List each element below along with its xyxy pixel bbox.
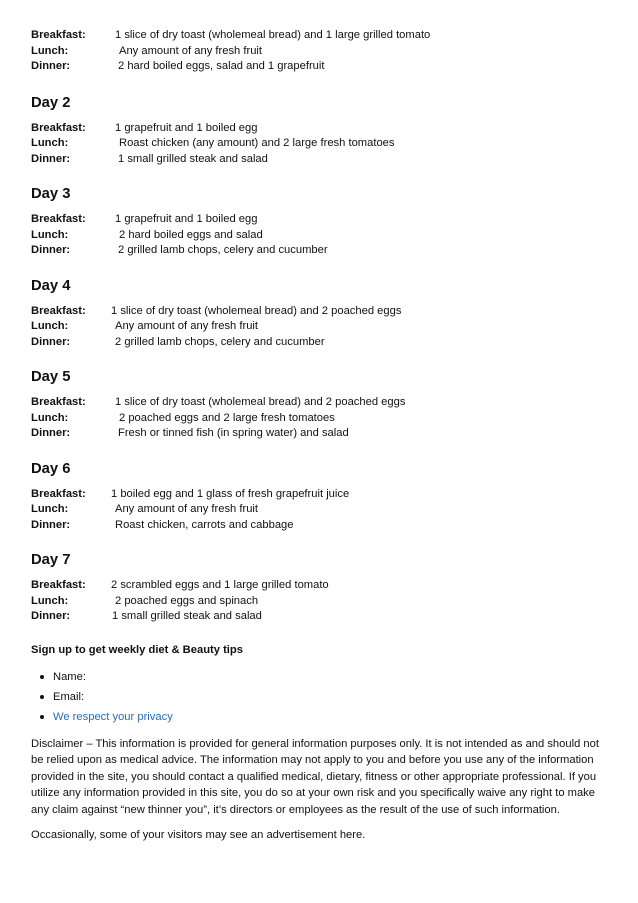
- meal-text: 2 scrambled eggs and 1 large grilled tomato: [111, 579, 329, 591]
- meal-label: Lunch:: [31, 137, 69, 149]
- signup-title: Sign up to get weekly diet & Beauty tips: [31, 643, 243, 656]
- meal-label: Lunch:: [31, 228, 69, 241]
- meal-label: Dinner:: [31, 335, 71, 348]
- meal-row-breakfast: [31, 304, 611, 320]
- meal-row-dinner: [31, 426, 611, 442]
- meal-label: Lunch:: [31, 503, 69, 515]
- meal-row-dinner: [31, 152, 611, 168]
- meal-row-lunch: [31, 136, 611, 152]
- disclaimer-paragraph: Disclaimer – This information is provided for general information purposes only. It is not intended as and should not be relied upon as medical advice. The information may not apply to you and before you use any of the information provided in the site, you should contact a qualified medical, dietary, fitness or other appropriate professional. If you utilize any information provided in this site, you do so at your own risk and you specifically waive any right to make any claim against “new thinner you”, it’s directors or employees as the result of the use of such information.: [31, 737, 599, 816]
- meal-row-dinner: [31, 59, 611, 75]
- ad-notice: Occasionally, some of your visitors may see an advertisement here.: [31, 829, 366, 842]
- meal-label: Dinner:: [31, 244, 71, 256]
- meal-row-breakfast: [31, 212, 611, 228]
- meal-text: 2 hard boiled eggs and salad: [119, 228, 263, 241]
- meal-row-breakfast: [31, 28, 611, 44]
- meal-row-lunch: [31, 228, 611, 244]
- meal-label: Lunch:: [31, 411, 69, 424]
- day-block-2: [31, 94, 611, 168]
- name-field-label: [31, 670, 611, 690]
- meal-text: Roast chicken, carrots and cabbage: [115, 518, 294, 531]
- email-field-label: [31, 690, 611, 710]
- meal-label: Lunch:: [31, 44, 69, 57]
- meal-text: 1 grapefruit and 1 boiled egg: [115, 121, 258, 134]
- day-heading: Day 4: [31, 277, 71, 294]
- meal-text: 2 grilled lamb chops, celery and cucumber: [118, 244, 328, 256]
- meal-row-breakfast: [31, 121, 611, 137]
- meal-row-dinner: [31, 518, 611, 534]
- meal-row-breakfast: [31, 395, 611, 411]
- meal-row-lunch: [31, 411, 611, 427]
- meal-label: Breakfast:: [31, 121, 86, 134]
- meal-row-dinner: [31, 609, 611, 625]
- meal-label: Breakfast:: [31, 487, 86, 500]
- meal-row-lunch: [31, 594, 611, 610]
- meal-text: 2 hard boiled eggs, salad and 1 grapefruit: [118, 60, 325, 72]
- day-heading: Day 6: [31, 460, 71, 477]
- meal-row-lunch: [31, 44, 611, 60]
- meal-label: Breakfast:: [31, 579, 86, 591]
- meal-text: Any amount of any fresh fruit: [119, 44, 263, 57]
- document-page: [31, 28, 611, 844]
- meal-label: Lunch:: [31, 594, 69, 607]
- meal-text: 1 grapefruit and 1 boiled egg: [115, 213, 258, 225]
- signup-section: [31, 643, 611, 730]
- meal-text: Roast chicken (any amount) and 2 large fresh tomatoes: [119, 137, 395, 149]
- meal-row-breakfast: [31, 578, 611, 594]
- meal-label: Breakfast:: [31, 213, 86, 225]
- meal-row-dinner: [31, 243, 611, 259]
- day-block-7: [31, 551, 611, 625]
- meal-text: 2 poached eggs and 2 large fresh tomatoes: [119, 411, 335, 424]
- meal-row-breakfast: [31, 487, 611, 503]
- privacy-item: [31, 710, 611, 730]
- meal-text: 1 boiled egg and 1 glass of fresh grapefruit juice: [111, 487, 350, 500]
- meal-label: Breakfast:: [31, 29, 86, 41]
- day-1-meals: [31, 28, 611, 75]
- meal-text: 1 slice of dry toast (wholemeal bread) and 2 poached eggs: [111, 304, 402, 317]
- meal-label: Dinner:: [31, 610, 71, 622]
- privacy-link[interactable]: We respect your privacy: [53, 710, 173, 723]
- meal-label: Dinner:: [31, 427, 71, 439]
- meal-text: 2 poached eggs and spinach: [115, 594, 259, 607]
- meal-row-lunch: [31, 502, 611, 518]
- day-block-3: [31, 185, 611, 259]
- meal-text: 2 grilled lamb chops, celery and cucumber: [115, 335, 325, 348]
- meal-text: 1 small grilled steak and salad: [118, 152, 268, 165]
- meal-text: 1 slice of dry toast (wholemeal bread) and 1 large grilled tomato: [115, 29, 431, 41]
- meal-row-lunch: [31, 319, 611, 335]
- day-heading: Day 3: [31, 186, 71, 202]
- email-label: Email:: [53, 690, 85, 703]
- day-heading: Day 5: [31, 369, 71, 385]
- day-heading: Day 7: [31, 552, 71, 568]
- meal-label: Dinner:: [31, 518, 71, 531]
- meal-text: Fresh or tinned fish (in spring water) and salad: [118, 427, 349, 439]
- meal-text: 1 small grilled steak and salad: [112, 610, 262, 622]
- day-block-5: [31, 368, 611, 442]
- day-block-6: [31, 460, 611, 534]
- day-block-4: [31, 277, 611, 351]
- meal-text: Any amount of any fresh fruit: [115, 503, 259, 515]
- meal-label: Dinner:: [31, 60, 71, 72]
- day-heading: Day 2: [31, 94, 71, 111]
- signup-list: [31, 670, 611, 730]
- meal-label: Breakfast:: [31, 304, 86, 317]
- meal-label: Lunch:: [31, 320, 69, 332]
- name-label: Name:: [53, 670, 86, 683]
- meal-label: Breakfast:: [31, 396, 86, 408]
- meal-text: 1 slice of dry toast (wholemeal bread) and 2 poached eggs: [115, 396, 406, 408]
- meal-label: Dinner:: [31, 152, 71, 165]
- meal-text: Any amount of any fresh fruit: [115, 320, 259, 332]
- day-list: [31, 94, 611, 625]
- meal-row-dinner: [31, 335, 611, 351]
